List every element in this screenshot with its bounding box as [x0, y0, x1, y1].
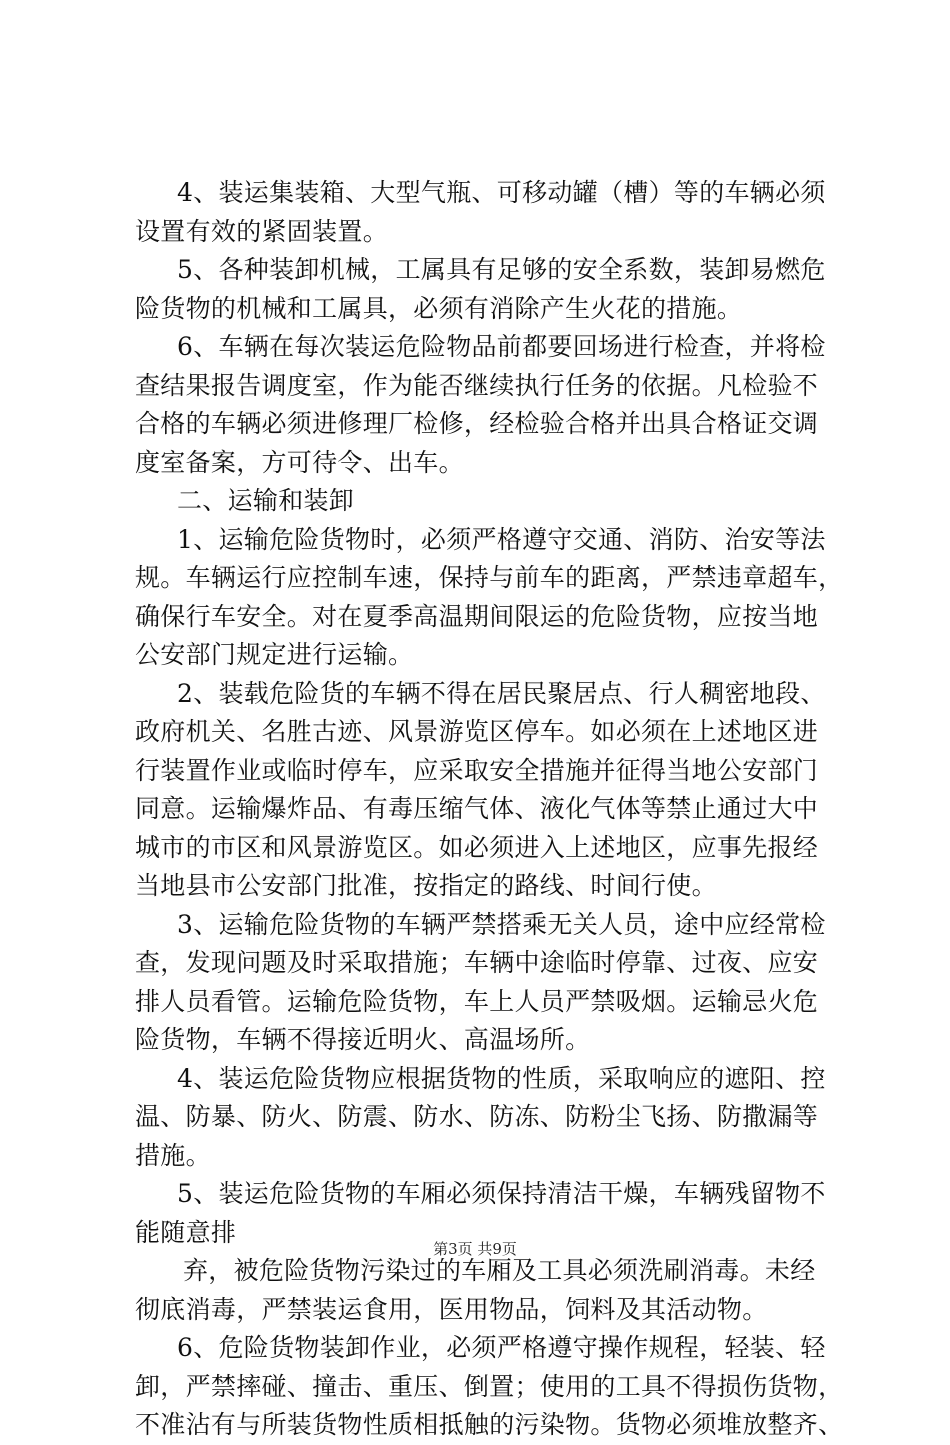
text-line: 4、装运危险货物应根据货物的性质，采取响应的遮阳、控 — [177, 1063, 826, 1093]
text-line: 温、防暴、防火、防震、防水、防冻、防粉尘飞扬、防撒漏等 — [135, 1102, 819, 1131]
text-line: 5、装运危险货物的车厢必须保持清洁干燥，车辆残留物不 — [177, 1179, 826, 1208]
text-line: 合格的车辆必须进修理厂检修，经检验合格并出具合格证交调 — [135, 409, 819, 438]
text-line: 能随意排 — [135, 1217, 237, 1247]
text-line: 卸，严禁摔碰、撞击、重压、倒置；使用的工具不得损伤货物， — [135, 1371, 844, 1401]
text-line: 当地县市公安部门批准，按指定的路线、时间行使。 — [135, 871, 717, 900]
text-line: 险货物的机械和工属具，必须有消除产生火花的措施。 — [135, 293, 743, 323]
text-line: 政府机关、名胜古迹、风景游览区停车。如必须在上述地区进 — [135, 717, 819, 746]
text-line: 查结果报告调度室，作为能否继续执行任务的依据。凡检验不 — [135, 370, 819, 400]
text-line: 弃，被危险货物污染过的车厢及工具必须洗刷消毒。未经 — [183, 1256, 816, 1285]
text-line: 1、运输危险货物时，必须严格遵守交通、消防、治安等法 — [177, 524, 826, 554]
text-line: 措施。 — [135, 1140, 211, 1170]
text-line: 规。车辆运行应控制车速，保持与前车的距离，严禁违章超车， — [135, 563, 844, 592]
text-line: 不准沾有与所装货物性质相抵触的污染物。货物必须堆放整齐、 — [135, 1410, 844, 1439]
text-line: 4、装运集装箱、大型气瓶、可移动罐（槽）等的车辆必须 — [177, 178, 826, 207]
text-line: 6、车辆在每次装运危险物品前都要回场进行检查，并将检 — [177, 332, 826, 361]
text-line: 确保行车安全。对在夏季高温期间限运的危险货物，应按当地 — [135, 601, 819, 631]
text-line: 同意。运输爆炸品、有毒压缩气体、液化气体等禁止通过大中 — [135, 794, 819, 823]
text-line: 3、运输危险货物的车辆严禁搭乘无关人员，途中应经常检 — [177, 909, 826, 939]
text-line: 行装置作业或临时停车，应采取安全措施并征得当地公安部门 — [135, 755, 819, 785]
text-line: 排人员看管。运输危险货物，车上人员严禁吸烟。运输忌火危 — [135, 986, 819, 1016]
text-line: 2、装载危险货的车辆不得在居民聚居点、行人稠密地段、 — [177, 678, 826, 708]
text-line: 城市的市区和风景游览区。如必须进入上述地区，应事先报经 — [135, 832, 819, 862]
text-line: 查，发现问题及时采取措施；车辆中途临时停靠、过夜、应安 — [135, 948, 819, 977]
text-line: 度室备案，方可待令、出车。 — [135, 447, 464, 477]
text-line: 6、危险货物装卸作业，必须严格遵守操作规程，轻装、轻 — [177, 1333, 826, 1362]
text-line: 公安部门规定进行运输。 — [135, 640, 414, 669]
text-line: 5、各种装卸机械，工属具有足够的安全系数，装卸易燃危 — [177, 255, 826, 284]
text-line: 设置有效的紧固装置。 — [135, 216, 389, 246]
section-heading: 二、运输和装卸 — [177, 486, 355, 515]
page-footer: 第3页 共9页 — [433, 1240, 517, 1258]
text-line: 彻底消毒，严禁装运食用，医用物品，饲料及其活动物。 — [135, 1294, 768, 1324]
text-line: 险货物，车辆不得接近明火、高温场所。 — [135, 1025, 591, 1054]
